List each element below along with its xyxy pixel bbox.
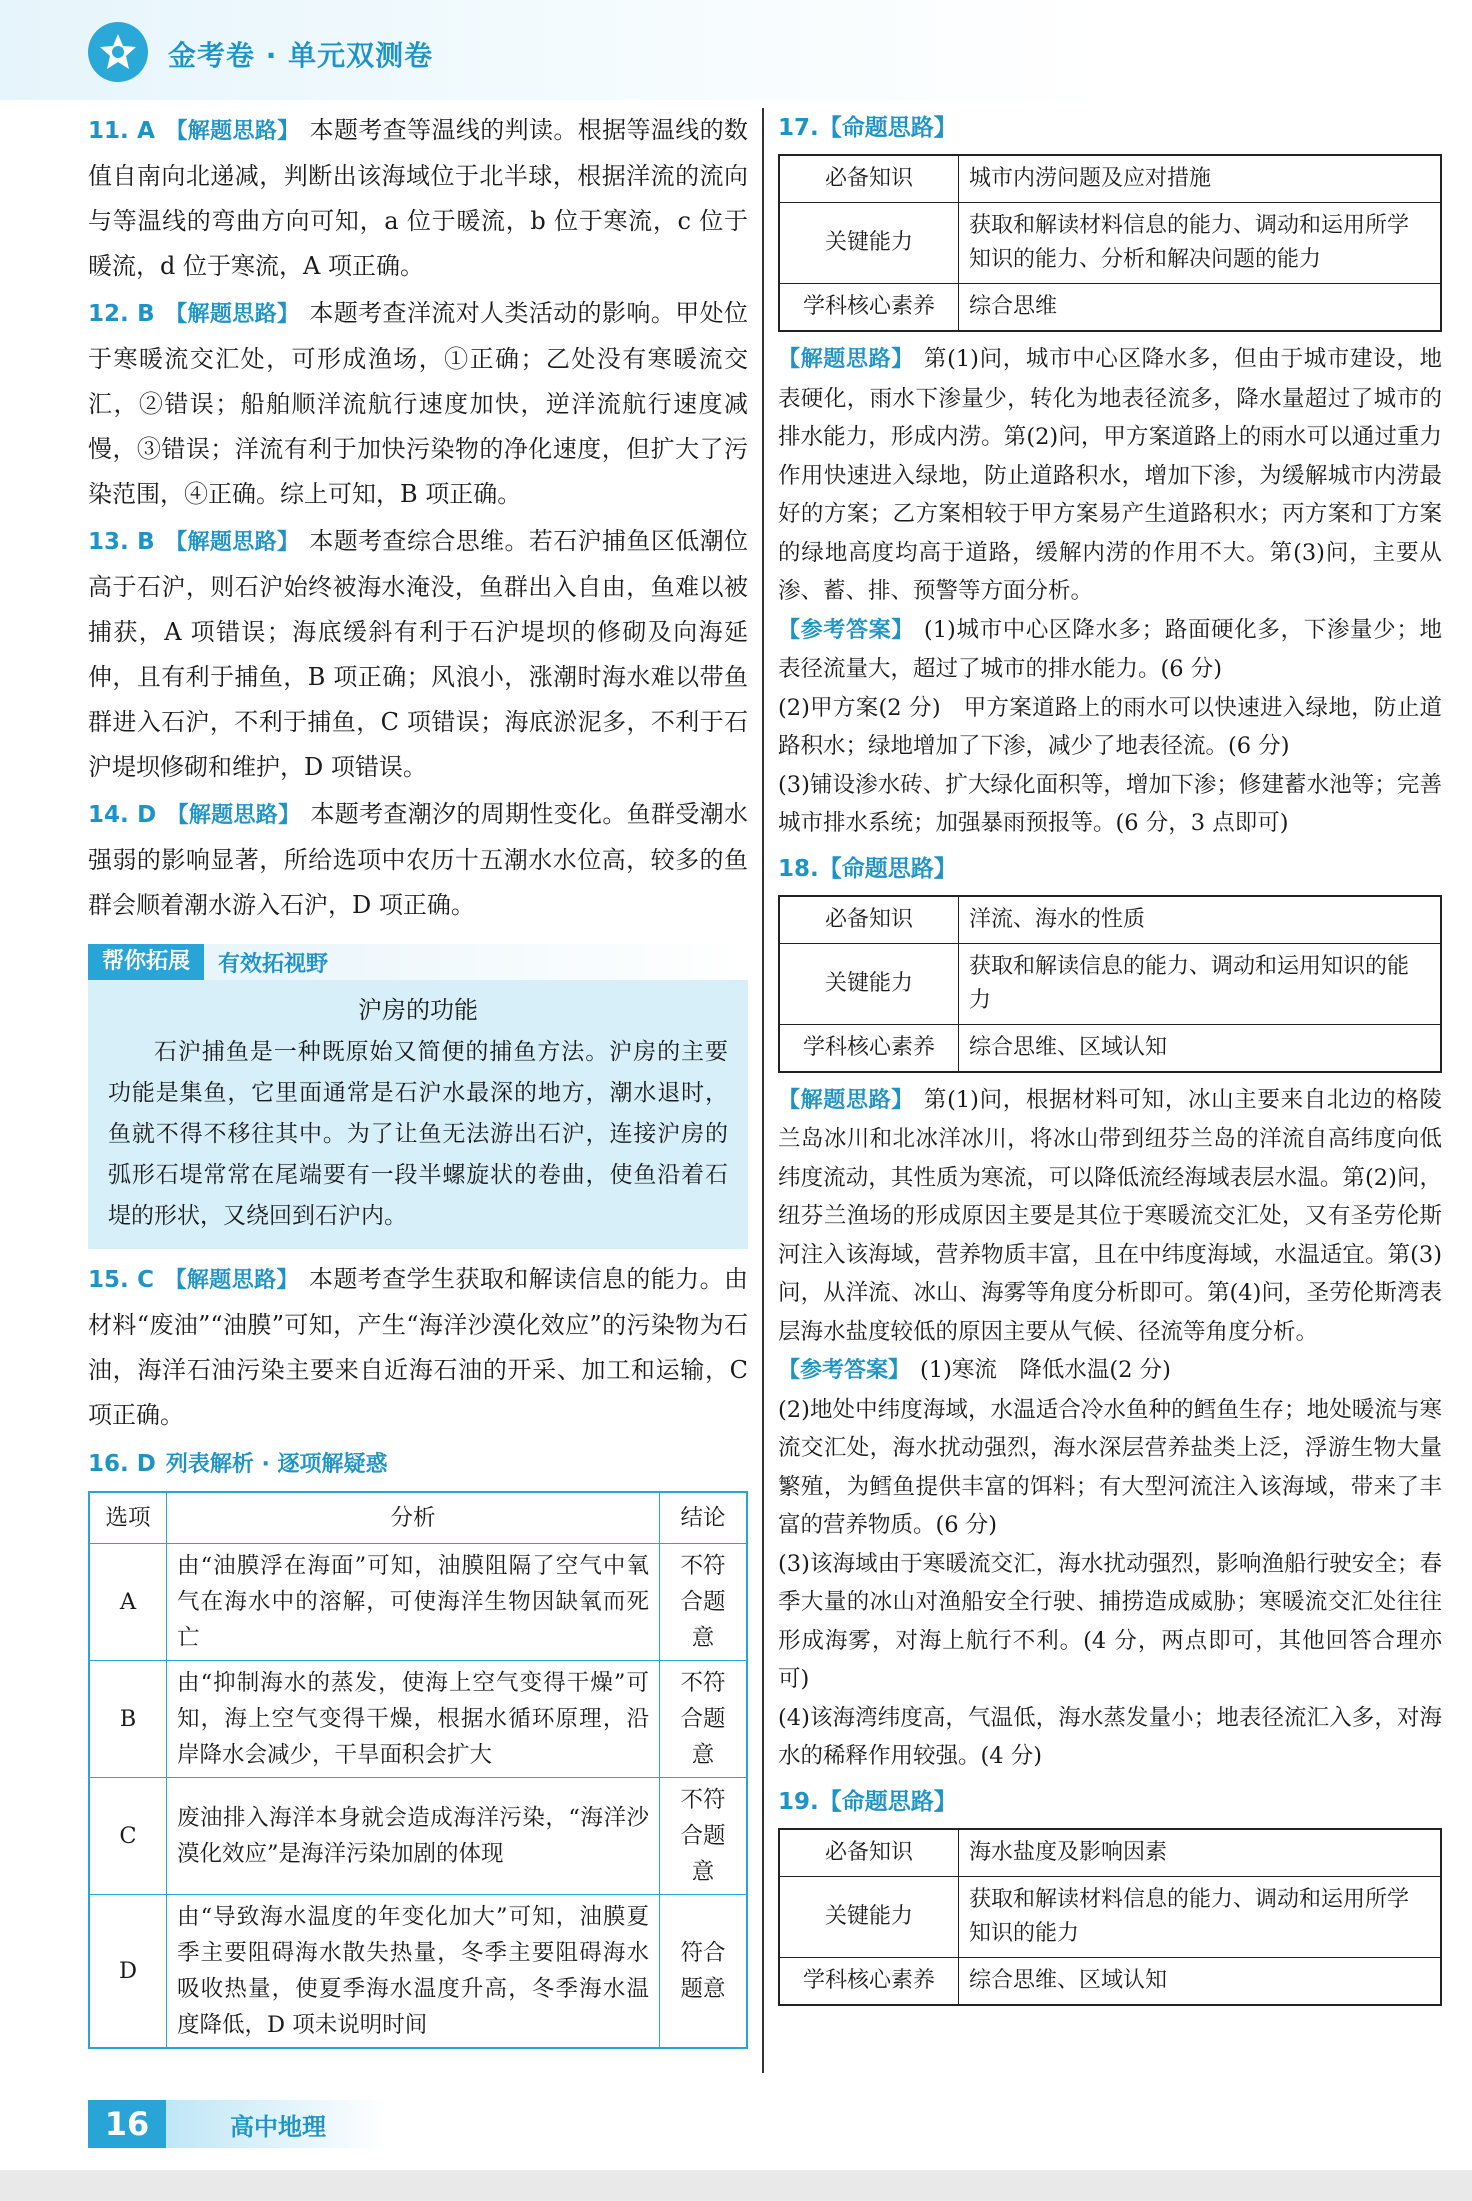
table-row	[779, 1024, 1441, 1072]
question-number: 16. D	[88, 1451, 156, 1477]
conclusion-cell: 不符合题意	[660, 1661, 748, 1778]
solution-tag: 【解题思路】	[164, 302, 300, 327]
subject-label: 高中地理	[166, 2100, 386, 2148]
answer-text: (1)城市中心区降水多；路面硬化多，下渗量少；地表径流量大，超过了城市的排水能力。(6 分)	[778, 616, 1442, 682]
right-column	[778, 108, 1442, 2014]
brand-logo-icon	[88, 22, 148, 82]
option-cell: B	[89, 1661, 167, 1778]
extension-box-header	[88, 944, 748, 980]
option-cell: A	[89, 1544, 167, 1661]
extension-text: 石沪捕鱼是一种既原始又简便的捕鱼方法。沪房的主要功能是集鱼，它里面通常是石沪水最深的地方，潮水退时，鱼就不得不移往其中。为了让鱼无法游出石沪，连接沪房的弧形石堤常常在尾端要有一段半螺旋状的卷曲，使鱼沿着石堤的形状，又绕回到石沪内。	[108, 1039, 728, 1229]
header-option: 选项	[89, 1492, 167, 1544]
key-cell: 关键能力	[779, 943, 959, 1024]
table-row	[779, 1957, 1441, 2005]
table-header-row	[89, 1492, 747, 1544]
question-number: 17.【命题思路】	[778, 115, 957, 141]
question-number: 14. D	[88, 802, 157, 828]
question-number: 19.【命题思路】	[778, 1788, 957, 1815]
value-cell: 综合思维	[959, 284, 1442, 332]
q17-answer-2: (2)甲方案(2 分) 甲方案道路上的雨水可以快速进入绿地，防止道路积水；绿地增加了下渗，减少了地表径流。(6 分)	[778, 694, 1442, 759]
answer-text: 本题考查潮汐的周期性变化。鱼群受潮水强弱的影响显著，所给选项中农历十五潮水水位高，较多的鱼群会顺着潮水游入石沪，D 项正确。	[88, 800, 748, 919]
answer-11	[88, 108, 748, 289]
answer-text: 本题考查综合思维。若石沪捕鱼区低潮位高于石沪，则石沪始终被海水淹没，鱼群出入自由，鱼难以被捕获，A 项错误；海底缓斜有利于石沪堤坝的修砌及向海延伸，且有利于捕鱼，B 项正确；风浪小，涨潮时海水难以带鱼群进入石沪，不利于捕鱼，C 项错误；海底淤泥多，不利于石沪堤坝修砌和维护，D 项错误。	[88, 527, 748, 781]
table-row	[779, 1829, 1441, 1877]
conclusion-cell: 不符合题意	[660, 1778, 748, 1895]
answer-tag: 【参考答案】	[778, 617, 914, 643]
analysis-cell: 由“抑制海水的蒸发，使海上空气变得干燥”可知，海上空气变得干燥，根据水循环原理，沿岸降水会减少，干旱面积会扩大	[167, 1661, 660, 1778]
question-number: 15. C	[88, 1267, 155, 1293]
q17-answer-1	[778, 611, 1442, 689]
table-row	[89, 1544, 747, 1661]
value-cell: 海水盐度及影响因素	[959, 1829, 1442, 1877]
extension-title: 沪房的功能	[358, 996, 478, 1024]
answer-text: (1)寒流 降低水温(2 分)	[920, 1357, 1171, 1383]
key-cell: 必备知识	[779, 1829, 959, 1877]
q18-answer-1	[778, 1351, 1442, 1391]
solution-text: 第(1)问，根据材料可知，冰山主要来自北边的格陵兰岛冰川和北冰洋冰川，将冰山带到纽芬兰岛的洋流自高纬度向低纬度流动，其性质为寒流，可以降低流经海域表层水温。第(2)问，纽芬兰渔场的形成原因主要是其位于寒暖流交汇处，又有圣劳伦斯河注入该海域，营养物质丰富，且在中纬度海域，水温适宜。第(3)问，从洋流、冰山、海雾等角度分析即可。第(4)问，圣劳伦斯湾表层海水盐度较低的原因主要从气候、径流等角度分析。	[778, 1086, 1442, 1345]
q17-knowledge-table	[778, 154, 1442, 332]
analysis-cell: 由“导致海水温度的年变化加大”可知，油膜夏季主要阻碍海水散失热量，冬季主要阻碍海水吸收热量，使夏季海水温度升高，冬季海水温度降低，D 项未说明时间	[167, 1895, 660, 2049]
key-cell: 学科核心素养	[779, 284, 959, 332]
answer-text: 本题考查学生获取和解读信息的能力。由材料“废油”“油膜”可知，产生“海洋沙漠化效应”的污染物为石油，海洋石油污染主要来自近海石油的开采、加工和运输，C 项正确。	[88, 1265, 748, 1429]
q18-answer-2: (2)地处中纬度海域，水温适合冷水鱼种的鳕鱼生存；地处暖流与寒流交汇处，海水扰动强烈，海水深层营养盐类上泛，浮游生物大量繁殖，为鳕鱼提供丰富的饵料；有大型河流注入该海域，带来了丰富的营养物质。(6 分)	[778, 1396, 1442, 1538]
page-number: 16	[88, 2100, 166, 2148]
table-analysis-label: 列表解析 · 逐项解疑惑	[165, 1452, 388, 1477]
q17-answer-3: (3)铺设渗水砖、扩大绿化面积等，增加下渗；修建蓄水池等；完善城市排水系统；加强暴雨预报等。(6 分，3 点即可)	[778, 771, 1442, 836]
value-cell: 洋流、海水的性质	[959, 896, 1442, 944]
question-number: 13. B	[88, 529, 155, 555]
answer-text: 本题考查洋流对人类活动的影响。甲处位于寒暖流交汇处，可形成渔场，①正确；乙处没有寒暖流交汇，②错误；船舶顺洋流航行速度加快，逆洋流航行速度减慢，③错误；洋流有利于加快污染物的净化速度，但扩大了污染范围，④正确。综上可知，B 项正确。	[88, 299, 748, 508]
question-number: 18.【命题思路】	[778, 855, 957, 882]
extension-sublabel: 有效拓视野	[218, 951, 329, 977]
q18-answer-4: (4)该海湾纬度高，气温低，海水蒸发量小；地表径流汇入多，对海水的稀释作用较强。(4 分)	[778, 1704, 1442, 1769]
solution-tag: 【解题思路】	[164, 1268, 299, 1293]
table-row	[779, 1876, 1441, 1957]
q18-solution	[778, 1081, 1442, 1352]
table-row	[89, 1778, 747, 1895]
extension-box	[88, 980, 748, 1249]
header-title: 金考卷 · 单元双测卷	[168, 39, 434, 72]
q17-headline	[778, 108, 1442, 148]
key-cell: 必备知识	[779, 896, 959, 944]
answer-12	[88, 291, 748, 517]
key-cell: 关键能力	[779, 203, 959, 284]
q17-solution	[778, 340, 1442, 611]
left-column	[88, 108, 748, 2049]
question-number: 11. A	[88, 118, 155, 144]
value-cell: 综合思维、区域认知	[959, 1024, 1442, 1072]
answer-tag: 【参考答案】	[778, 1358, 911, 1383]
solution-tag: 【解题思路】	[166, 803, 301, 828]
q18-headline	[778, 849, 1442, 889]
solution-tag: 【解题思路】	[778, 1087, 914, 1113]
q18-answer-3: (3)该海域由于寒暖流交汇，海水扰动强烈，影响渔船行驶安全；春季大量的冰山对渔船安全行驶、捕捞造成威胁；寒暖流交汇处往往形成海雾，对海上航行不利。(4 分，两点即可，其他回答合理亦可)	[778, 1550, 1442, 1692]
q19-headline	[778, 1782, 1442, 1822]
value-cell: 综合思维、区域认知	[959, 1957, 1442, 2005]
q18-knowledge-table	[778, 895, 1442, 1073]
header-analysis: 分析	[167, 1492, 660, 1544]
solution-text: 第(1)问，城市中心区降水多，但由于城市建设，地表硬化，雨水下渗量少，转化为地表径流多，降水量超过了城市的排水能力，形成内涝。第(2)问，甲方案道路上的雨水可以通过重力作用快速进入绿地，防止道路积水，增加下渗，为缓解城市内涝最好的方案；乙方案相较于甲方案易产生道路积水；丙方案和丁方案的绿地高度均高于道路，缓解内涝的作用不大。第(3)问，主要从渗、蓄、排、预警等方面分析。	[778, 346, 1442, 604]
answer-14	[88, 792, 748, 928]
extension-label: 帮你拓展	[88, 944, 204, 980]
header-conclusion: 结论	[660, 1492, 748, 1544]
key-cell: 必备知识	[779, 155, 959, 203]
key-cell: 学科核心素养	[779, 1024, 959, 1072]
key-cell: 学科核心素养	[779, 1957, 959, 2005]
table-row	[89, 1895, 747, 2049]
analysis-cell: 废油排入海洋本身就会造成海洋污染，“海洋沙漠化效应”是海洋污染加剧的体现	[167, 1778, 660, 1895]
table-row	[89, 1661, 747, 1778]
option-cell: C	[89, 1778, 167, 1895]
conclusion-cell: 符合题意	[660, 1895, 748, 2049]
option-cell: D	[89, 1895, 167, 2049]
answer-16-headline	[88, 1444, 748, 1485]
table-row	[779, 943, 1441, 1024]
conclusion-cell: 不符合题意	[660, 1544, 748, 1661]
bottom-band	[0, 2170, 1472, 2201]
page-header	[0, 0, 1472, 100]
answer-13	[88, 519, 748, 790]
value-cell: 获取和解读材料信息的能力、调动和运用所学知识的能力、分析和解决问题的能力	[959, 203, 1442, 284]
table-row	[779, 155, 1441, 203]
table-row	[779, 896, 1441, 944]
value-cell: 获取和解读材料信息的能力、调动和运用所学知识的能力	[959, 1876, 1442, 1957]
value-cell: 获取和解读信息的能力、调动和运用知识的能力	[959, 943, 1442, 1024]
key-cell: 关键能力	[779, 1876, 959, 1957]
value-cell: 城市内涝问题及应对措施	[959, 155, 1442, 203]
solution-tag: 【解题思路】	[778, 347, 914, 372]
q19-knowledge-table	[778, 1828, 1442, 2006]
analysis-table	[88, 1491, 748, 2049]
table-row	[779, 284, 1441, 332]
column-divider	[762, 108, 764, 2073]
analysis-cell: 由“油膜浮在海面”可知，油膜阻隔了空气中氧气在海水中的溶解，可使海洋生物因缺氧而死亡	[167, 1544, 660, 1661]
answer-text: 本题考查等温线的判读。根据等温线的数值自南向北递减，判断出该海域位于北半球，根据洋流的流向与等温线的弯曲方向可知，a 位于暖流，b 位于寒流，c 位于暖流，d 位于寒流，A 项正确。	[88, 116, 748, 280]
table-row	[779, 203, 1441, 284]
question-number: 12. B	[88, 301, 155, 327]
solution-tag: 【解题思路】	[164, 530, 300, 555]
answer-15	[88, 1257, 748, 1438]
solution-tag: 【解题思路】	[164, 119, 300, 144]
